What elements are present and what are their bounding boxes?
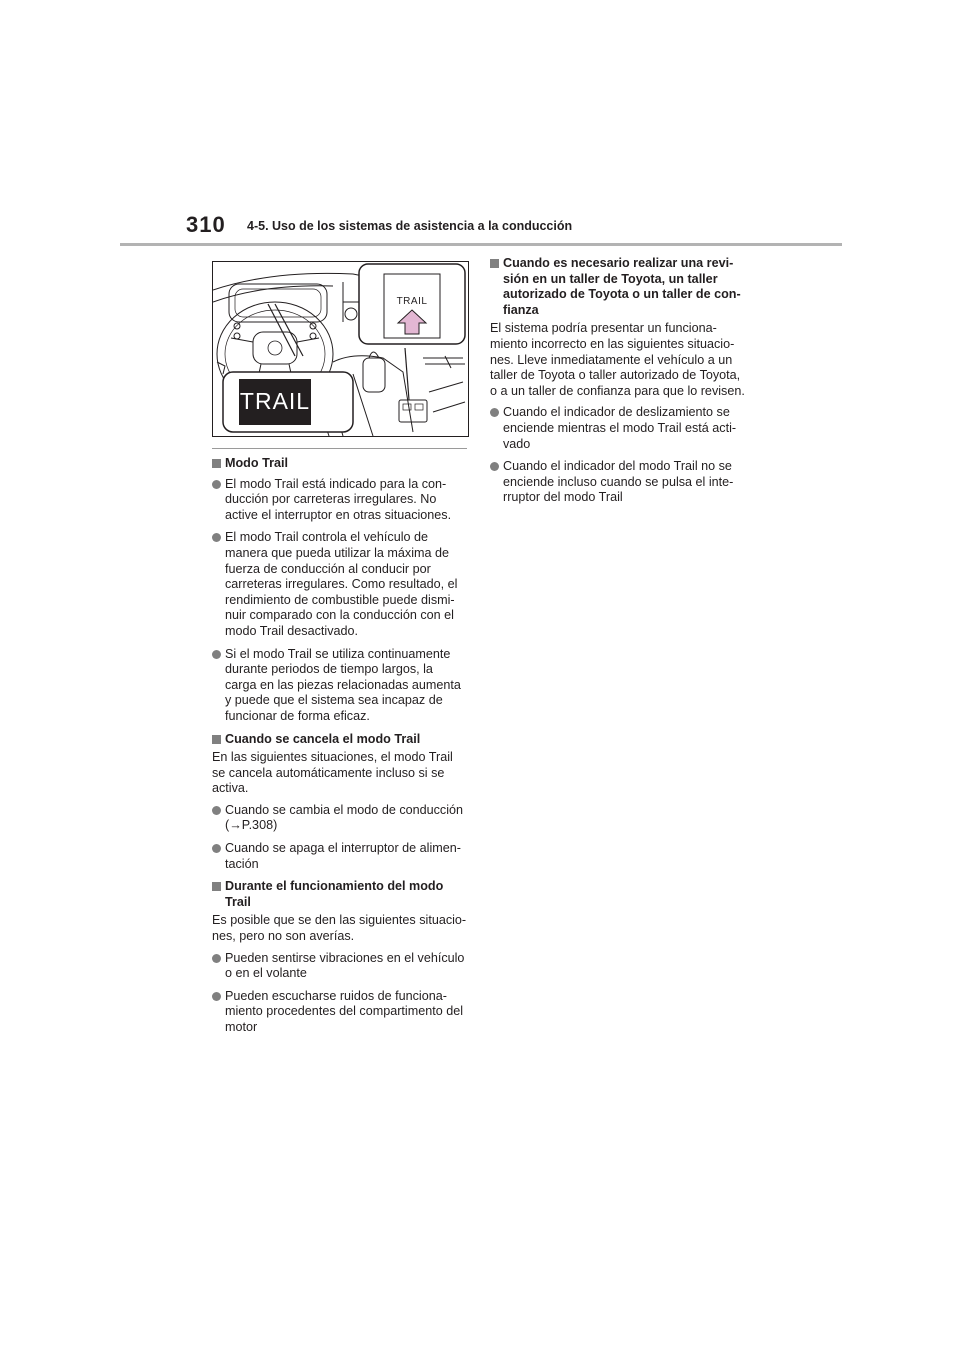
text-line: activa. [212,781,249,796]
round-bullet-icon [212,650,221,659]
paragraph [490,321,752,399]
list-item [490,405,752,452]
text-line: nes, pero no son averías. [212,929,355,944]
round-bullet-icon [212,806,221,815]
text-line: nes. Lleve inmediatamente el vehículo a un [490,352,733,367]
list-item [212,647,470,725]
text-line: ducción por carreteras irregulares. No [225,492,437,507]
text-line: Durante el funcionamiento del modo [225,879,444,894]
text-line: modo Trail desactivado. [225,623,359,638]
text-line: Trail [225,894,251,909]
text-line: El modo Trail está indicado para la con- [225,476,447,491]
text-line: Cuando el indicador de deslizamiento se [503,405,730,420]
round-bullet-icon [212,480,221,489]
text-line: miento incorrecto en las siguientes situacio- [490,336,735,351]
text-line: o en el volante [225,966,307,981]
page-number: 310 [186,212,226,237]
dashboard-drawing [213,262,468,436]
list-item [212,477,470,524]
heading-modo-trail [212,456,470,472]
text-line: tación [225,856,259,871]
text-line: El modo Trail controla el vehículo de [225,530,429,545]
text-line: enciende mientras el modo Trail está acti- [503,420,737,435]
text-line: Cuando se cambia el modo de conducción [225,802,464,817]
paragraph [212,913,470,944]
text-line: El sistema podría presentar un funciona- [490,321,717,336]
page-header [0,0,960,250]
text-line: carga en las piezas relacionadas aumenta [225,677,461,692]
text-line: Cuando se apaga el interruptor de alimen- [225,841,461,856]
text-line: carreteras irregulares. Como resultado, el [225,577,458,592]
text-line: Pueden sentirse vibraciones en el vehículo [225,950,465,965]
round-bullet-icon [212,844,221,853]
text-line: Modo Trail [225,456,288,470]
round-bullet-icon [212,533,221,542]
text-line: fianza [503,302,539,317]
heading-funcionamiento [212,879,470,910]
text-line: taller de Toyota o taller autorizado de Toyota, [490,368,741,383]
figure-rule [212,448,467,449]
text-line: se cancela automáticamente incluso si se [212,765,445,780]
paragraph [212,750,470,797]
page-reference[interactable]: (→P.308) [225,818,278,833]
round-bullet-icon [212,992,221,1001]
text-line: enciende incluso cuando se pulsa el inte- [503,474,734,489]
text-line: vado [503,436,531,451]
text-line: En las siguientes situaciones, el modo Trail [212,750,453,765]
text-line: sión en un taller de Toyota, un taller [503,271,718,286]
text-line: autorizado de Toyota o un taller de con- [503,287,741,302]
text-line: active el interruptor en otras situaciones. [225,507,452,522]
section-title: 4-5. Uso de los sistemas de asistencia a la conducción [247,219,573,233]
list-item [212,989,470,1036]
heading-cancela [212,732,470,748]
square-bullet-icon [212,882,221,891]
header-rule [120,243,842,246]
text-line: rendimiento de combustible puede dismi- [225,592,455,607]
text-line: miento procedentes del compartimento del [225,1004,464,1019]
dashboard-illustration [212,261,469,437]
trail-switch-label: TRAIL [396,296,428,307]
round-bullet-icon [212,954,221,963]
text-line: Es posible que se den las siguientes situacio- [212,913,467,928]
square-bullet-icon [212,459,221,468]
heading-revision [490,256,752,318]
list-item [490,459,752,506]
text-line: y puede que el sistema sea incapaz de [225,693,443,708]
trail-indicator-label: TRAIL [239,388,311,414]
text-line: motor [225,1020,258,1034]
text-line: fuerza de conducción al conducir por [225,561,431,576]
left-column [212,456,470,1043]
text-line: nuir comparado con la conducción con el [225,608,454,623]
list-item [212,951,470,982]
right-column [490,256,752,513]
list-item [212,530,470,639]
text-line: o a un taller de confianza para que lo revisen. [490,383,745,398]
square-bullet-icon [490,259,499,268]
list-item [212,841,470,872]
square-bullet-icon [212,735,221,744]
text-line: manera que pueda utilizar la máxima de [225,545,450,560]
text-line: Cuando es necesario realizar una revi- [503,256,734,270]
text-line: durante periodos de tiempo largos, la [225,662,433,677]
round-bullet-icon [490,462,499,471]
text-line: Cuando el indicador del modo Trail no se [503,459,732,474]
round-bullet-icon [490,408,499,417]
text-line: funcionar de forma eficaz. [225,708,370,723]
text-line: Cuando se cancela el modo Trail [225,731,421,746]
text-line: Pueden escucharse ruidos de funciona- [225,988,447,1003]
text-line: rruptor del modo Trail [503,490,623,505]
list-item [212,803,470,834]
text-line: Si el modo Trail se utiliza continuamente [225,646,451,661]
